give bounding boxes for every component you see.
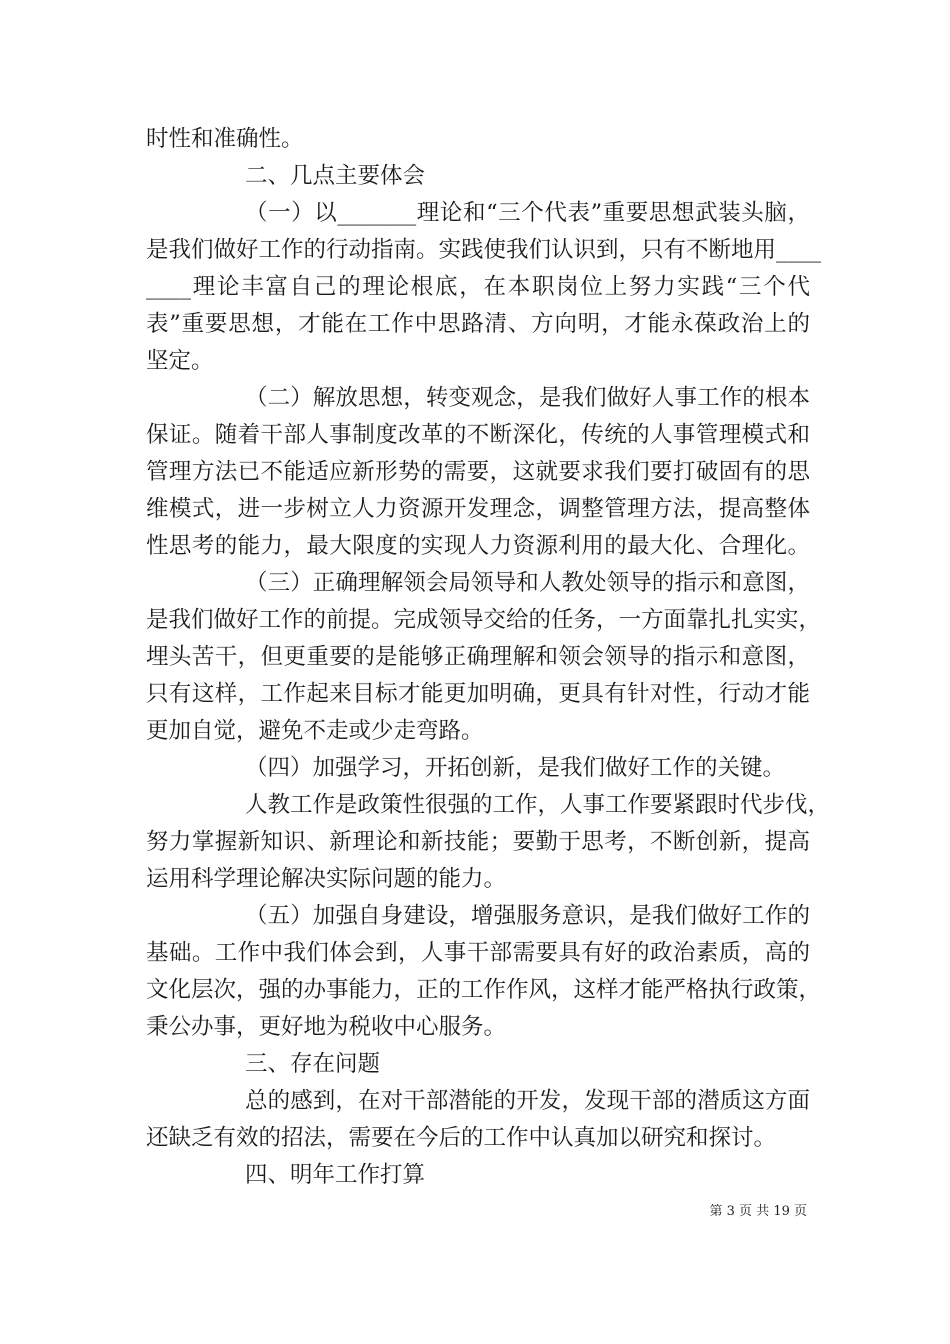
- text-line: 运用科学理论解决实际问题的能力。: [146, 866, 507, 892]
- text-line: 维模式，进一步树立人力资源开发理念，调整管理方法，提高整体: [146, 496, 810, 522]
- text-line: 更加自觉，避免不走或少走弯路。: [146, 718, 484, 744]
- text-line: 文化层次，强的办事能力，正的工作作风，这样才能严格执行政策，: [146, 977, 822, 1003]
- text-line: 表”重要思想，才能在工作中思路清、方向明，才能永葆政治上的: [146, 311, 810, 337]
- text-line: 是我们做好工作的行动指南。实践使我们认识到，只有不断地用____: [146, 237, 822, 263]
- section-heading: 四、明年工作打算: [245, 1162, 426, 1188]
- text-line: 性思考的能力，最大限度的实现人力资源利用的最大化、合理化。: [146, 533, 810, 559]
- section-heading: 二、几点主要体会: [245, 163, 426, 189]
- page-number-footer: 第 3 页 共 19 页: [709, 1204, 807, 1219]
- text-line: 坚定。: [146, 348, 214, 374]
- text-line: 只有这样，工作起来目标才能更加明确，更具有针对性，行动才能: [146, 681, 810, 707]
- text-line: 努力掌握新知识、新理论和新技能；要勤于思考，不断创新，提高: [146, 829, 810, 855]
- text-line: （五）加强自身建设，增强服务意识，是我们做好工作的: [245, 903, 810, 929]
- text-line: ____理论丰富自己的理论根底，在本职岗位上努力实践“三个代: [146, 274, 810, 300]
- text-line: 秉公办事，更好地为税收中心服务。: [146, 1014, 507, 1040]
- text-line: 保证。随着干部人事制度改革的不断深化，传统的人事管理模式和: [146, 422, 810, 448]
- text-line: （三）正确理解领会局领导和人教处领导的指示和意图，: [245, 570, 810, 596]
- section-heading: 三、存在问题: [245, 1051, 381, 1077]
- text-line: 基础。工作中我们体会到，人事干部需要具有好的政治素质，高的: [146, 940, 810, 966]
- text-line: （一）以_______理论和“三个代表”重要思想武装头脑，: [245, 200, 810, 226]
- text-line: （二）解放思想，转变观念，是我们做好人事工作的根本: [245, 385, 810, 411]
- text-line: 总的感到，在对干部潜能的开发，发现干部的潜质这方面: [245, 1088, 810, 1114]
- text-line: 还缺乏有效的招法，需要在今后的工作中认真加以研究和探讨。: [146, 1125, 777, 1151]
- text-line: 埋头苦干，但更重要的是能够正确理解和领会领导的指示和意图，: [146, 644, 810, 670]
- text-line: （四）加强学习，开拓创新，是我们做好工作的关键。: [245, 755, 786, 781]
- text-line: 人教工作是政策性很强的工作，人事工作要紧跟时代步伐，: [245, 792, 831, 818]
- text-line: 管理方法已不能适应新形势的需要，这就要求我们要打破固有的思: [146, 459, 810, 485]
- text-line: 时性和准确性。: [146, 126, 304, 152]
- text-line: 是我们做好工作的前提。完成领导交给的任务，一方面靠扎扎实实，: [146, 607, 822, 633]
